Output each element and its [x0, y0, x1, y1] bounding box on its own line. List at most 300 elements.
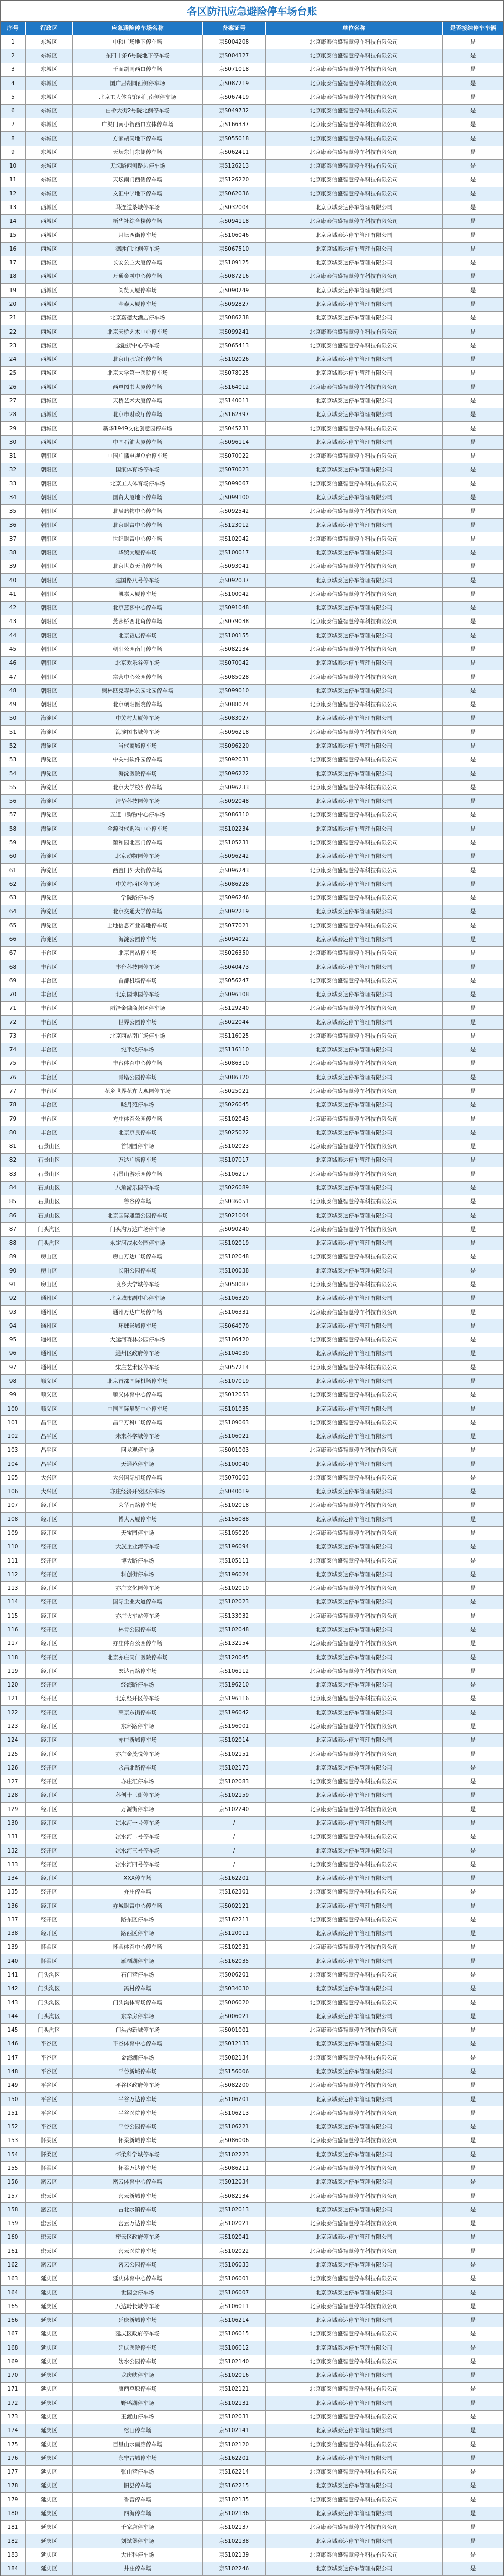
cell-name: 宛平城停车场	[73, 1043, 203, 1057]
cell-accepts: 是	[443, 933, 503, 947]
cell-index: 177	[1, 2466, 26, 2479]
table-row	[1, 312, 503, 325]
cell-company: 北京康泰信盛智慧停车科技有限公司	[266, 1361, 443, 1374]
cell-company: 北京康泰信盛智慧停车科技有限公司	[266, 1637, 443, 1651]
table-row	[1, 1182, 503, 1195]
cell-accepts: 是	[443, 2314, 503, 2327]
cell-license: 京S129240	[203, 1002, 266, 1016]
table-row	[1, 1430, 503, 1444]
cell-name: 大兴国际机场停车场	[73, 1472, 203, 1485]
cell-district: 经开区	[26, 1706, 73, 1720]
cell-license: 京S070022	[203, 450, 266, 463]
cell-license: 京S096220	[203, 740, 266, 753]
cell-index: 15	[1, 229, 26, 242]
cell-company: 北京康泰信盛智慧停车科技有限公司	[266, 1527, 443, 1540]
cell-license: 京S102138	[203, 2534, 266, 2548]
cell-district: 延庆区	[26, 2327, 73, 2341]
cell-district: 延庆区	[26, 2314, 73, 2327]
cell-company: 北京京城泰达停车管理有限公司	[266, 2148, 443, 2161]
cell-index: 173	[1, 2411, 26, 2424]
cell-district: 朝阳区	[26, 491, 73, 505]
cell-index: 101	[1, 1416, 26, 1430]
cell-district: 朝阳区	[26, 546, 73, 560]
cell-index: 167	[1, 2327, 26, 2341]
table-row	[1, 491, 503, 505]
cell-index: 122	[1, 1706, 26, 1720]
header-cell-accepts: 是否接纳停车车辆	[443, 22, 503, 35]
cell-district: 延庆区	[26, 2300, 73, 2313]
cell-license: 京S106001	[203, 2272, 266, 2286]
cell-name: 北京工人体育场停车场	[73, 477, 203, 491]
cell-district: 延庆区	[26, 2521, 73, 2534]
cell-license: 京S102022	[203, 2244, 266, 2258]
cell-index: 29	[1, 422, 26, 436]
cell-license: 京S102019	[203, 1237, 266, 1250]
table-row	[1, 160, 503, 173]
cell-accepts: 是	[443, 850, 503, 864]
cell-index: 20	[1, 298, 26, 312]
cell-accepts: 是	[443, 1043, 503, 1057]
cell-license: 京S106420	[203, 1333, 266, 1347]
table-row	[1, 864, 503, 877]
cell-index: 58	[1, 822, 26, 836]
cell-name: 延庆新城停车场	[73, 2314, 203, 2327]
cell-company: 北京康泰信盛智慧停车科技有限公司	[266, 2548, 443, 2562]
cell-district: 怀柔区	[26, 1954, 73, 1968]
cell-district: 延庆区	[26, 2548, 73, 2562]
cell-index: 60	[1, 850, 26, 864]
cell-company: 北京京城泰达停车管理有限公司	[266, 2452, 443, 2466]
cell-index: 55	[1, 781, 26, 794]
cell-company: 北京京城泰达停车管理有限公司	[266, 1817, 443, 1830]
cell-index: 66	[1, 933, 26, 947]
cell-index: 44	[1, 629, 26, 643]
cell-index: 34	[1, 491, 26, 505]
table-row	[1, 1609, 503, 1623]
cell-index: 97	[1, 1361, 26, 1374]
cell-accepts: 是	[443, 1167, 503, 1181]
cell-license: 京S164012	[203, 380, 266, 394]
cell-accepts: 是	[443, 2120, 503, 2134]
cell-license: 京S102137	[203, 2521, 266, 2534]
cell-company: 北京康泰信盛智慧停车科技有限公司	[266, 1002, 443, 1016]
cell-accepts: 是	[443, 477, 503, 491]
cell-index: 1	[1, 35, 26, 49]
cell-district: 朝阳区	[26, 588, 73, 602]
cell-name: 阅览大厦停车场	[73, 284, 203, 297]
cell-district: 房山区	[26, 1278, 73, 1292]
cell-index: 24	[1, 353, 26, 367]
cell-district: 经开区	[26, 1540, 73, 1554]
cell-name: 海淀医院停车场	[73, 767, 203, 781]
cell-district: 朝阳区	[26, 629, 73, 643]
cell-accepts: 是	[443, 1195, 503, 1209]
cell-accepts: 是	[443, 740, 503, 753]
cell-accepts: 是	[443, 1002, 503, 1016]
table-row	[1, 1527, 503, 1540]
cell-name: 万达广场停车场	[73, 1154, 203, 1167]
table-row	[1, 2452, 503, 2466]
cell-index: 74	[1, 1043, 26, 1057]
table-row	[1, 2231, 503, 2244]
cell-license: 京S012034	[203, 2176, 266, 2189]
table-row	[1, 2383, 503, 2396]
cell-accepts: 是	[443, 1333, 503, 1347]
cell-company: 北京康泰信盛智慧停车科技有限公司	[266, 2466, 443, 2479]
cell-index: 42	[1, 602, 26, 615]
cell-license: 京S162214	[203, 2466, 266, 2479]
cell-license: 京S109063	[203, 1416, 266, 1430]
cell-license: 京S004208	[203, 35, 266, 49]
table-row	[1, 1568, 503, 1582]
cell-district: 石景山区	[26, 1209, 73, 1223]
cell-company: 北京京城泰达停车管理有限公司	[266, 463, 443, 477]
cell-company: 北京康泰信盛智慧停车科技有限公司	[266, 1996, 443, 2010]
table-row	[1, 1278, 503, 1292]
cell-company: 北京康泰信盛智慧停车科技有限公司	[266, 1554, 443, 1568]
cell-district: 通州区	[26, 1361, 73, 1374]
cell-company: 北京京城泰达停车管理有限公司	[266, 1761, 443, 1775]
cell-company: 北京康泰信盛智慧停车科技有限公司	[266, 1112, 443, 1126]
table-row	[1, 256, 503, 270]
cell-license: 京S070023	[203, 463, 266, 477]
cell-company: 北京京城泰达停车管理有限公司	[266, 2259, 443, 2272]
cell-name: 天坛南门西侧停车场	[73, 173, 203, 187]
cell-company: 北京京城泰达停车管理有限公司	[266, 740, 443, 753]
cell-district: 丰台区	[26, 1002, 73, 1016]
cell-company: 北京康泰信盛智慧停车科技有限公司	[266, 2355, 443, 2369]
cell-index: 8	[1, 132, 26, 146]
cell-district: 经开区	[26, 1651, 73, 1664]
cell-accepts: 是	[443, 1223, 503, 1236]
cell-district: 怀柔区	[26, 1941, 73, 1954]
cell-accepts: 是	[443, 1886, 503, 1899]
table-header-row	[1, 22, 503, 35]
cell-company: 北京康泰信盛智慧停车科技有限公司	[266, 2024, 443, 2037]
cell-license: 京S196024	[203, 1568, 266, 1582]
cell-license: 京S082200	[203, 2079, 266, 2093]
cell-license: 京S196094	[203, 1540, 266, 1554]
table-row	[1, 1886, 503, 1899]
cell-accepts: 是	[443, 2369, 503, 2383]
cell-accepts: 是	[443, 2466, 503, 2479]
cell-index: 6	[1, 105, 26, 118]
cell-index: 43	[1, 615, 26, 629]
cell-accepts: 是	[443, 726, 503, 739]
cell-accepts: 是	[443, 2079, 503, 2093]
cell-index: 102	[1, 1430, 26, 1444]
table-row	[1, 850, 503, 864]
table-row	[1, 2120, 503, 2134]
cell-license: 京S092827	[203, 298, 266, 312]
cell-license: 京S106201	[203, 2093, 266, 2106]
table-row	[1, 1485, 503, 1499]
cell-license: 京S105020	[203, 1527, 266, 1540]
cell-company: 北京康泰信盛智慧停车科技有限公司	[266, 1747, 443, 1761]
cell-name: 密云公园停车场	[73, 2259, 203, 2272]
cell-accepts: 是	[443, 877, 503, 891]
cell-accepts: 是	[443, 698, 503, 712]
cell-index: 116	[1, 1623, 26, 1637]
cell-district: 丰台区	[26, 1126, 73, 1140]
cell-company: 北京康泰信盛智慧停车科技有限公司	[266, 698, 443, 712]
table-row	[1, 2148, 503, 2161]
cell-district: 海淀区	[26, 726, 73, 739]
cell-name: 石景山游乐园停车场	[73, 1167, 203, 1181]
cell-index: 169	[1, 2355, 26, 2369]
cell-name: 雁栖湖停车场	[73, 1954, 203, 1968]
cell-name: 林肯公园停车场	[73, 1623, 203, 1637]
table-row	[1, 519, 503, 532]
cell-license: 京S022044	[203, 1016, 266, 1029]
cell-license: 京S012133	[203, 2037, 266, 2051]
cell-accepts: 是	[443, 1444, 503, 1457]
cell-license: 京S162035	[203, 1954, 266, 1968]
cell-accepts: 是	[443, 491, 503, 505]
table-row	[1, 298, 503, 312]
cell-index: 147	[1, 2051, 26, 2065]
cell-accepts: 是	[443, 1982, 503, 1996]
cell-index: 161	[1, 2244, 26, 2258]
cell-district: 经开区	[26, 1692, 73, 1706]
cell-accepts: 是	[443, 712, 503, 726]
cell-name: 金源时代购物中心停车场	[73, 822, 203, 836]
cell-license: 京S102141	[203, 2424, 266, 2438]
cell-accepts: 是	[443, 35, 503, 49]
table-row	[1, 2369, 503, 2383]
cell-license: 京S106015	[203, 2327, 266, 2341]
cell-company: 北京京城泰达停车管理有限公司	[266, 933, 443, 947]
cell-company: 北京康泰信盛智慧停车科技有限公司	[266, 1692, 443, 1706]
cell-company: 北京京城泰达停车管理有限公司	[266, 1126, 443, 1140]
cell-company: 北京康泰信盛智慧停车科技有限公司	[266, 2411, 443, 2424]
cell-company: 北京康泰信盛智慧停车科技有限公司	[266, 380, 443, 394]
cell-license: 京S100038	[203, 1264, 266, 1278]
cell-district: 石景山区	[26, 1182, 73, 1195]
cell-name: 丰台科技园停车场	[73, 960, 203, 974]
table-row	[1, 1292, 503, 1306]
cell-district: 门头沟区	[26, 1237, 73, 1250]
cell-license: 京S102031	[203, 2411, 266, 2424]
table-row	[1, 1223, 503, 1236]
cell-company: 北京京城泰达停车管理有限公司	[266, 1402, 443, 1416]
cell-district: 丰台区	[26, 1043, 73, 1057]
cell-district: 朝阳区	[26, 477, 73, 491]
cell-license: 京S196042	[203, 1706, 266, 1720]
cell-company: 北京京城泰达停车管理有限公司	[266, 229, 443, 242]
cell-company: 北京京城泰达停车管理有限公司	[266, 1375, 443, 1389]
cell-index: 28	[1, 408, 26, 422]
cell-index: 31	[1, 450, 26, 463]
table-row	[1, 1679, 503, 1692]
cell-accepts: 是	[443, 1582, 503, 1596]
cell-accepts: 是	[443, 2189, 503, 2203]
table-row	[1, 1306, 503, 1319]
cell-name: 房山万达广场停车场	[73, 1250, 203, 1264]
cell-district: 西城区	[26, 215, 73, 229]
table-row	[1, 1734, 503, 1747]
table-row	[1, 2217, 503, 2231]
cell-license: 京S102240	[203, 1803, 266, 1816]
cell-name: 经海路停车场	[73, 1679, 203, 1692]
cell-district: 西城区	[26, 408, 73, 422]
cell-accepts: 是	[443, 2383, 503, 2396]
cell-index: 130	[1, 1817, 26, 1830]
cell-company: 北京康泰信盛智慧停车科技有限公司	[266, 450, 443, 463]
cell-index: 159	[1, 2217, 26, 2231]
cell-license: 京S034030	[203, 1982, 266, 1996]
table-row	[1, 1375, 503, 1389]
table-row	[1, 657, 503, 670]
cell-name: 亦庄体育公园停车场	[73, 1637, 203, 1651]
cell-index: 175	[1, 2438, 26, 2451]
cell-company: 北京京城泰达停车管理有限公司	[266, 2479, 443, 2493]
cell-company: 北京康泰信盛智慧停车科技有限公司	[266, 1775, 443, 1789]
cell-name: 永定河滨水公园停车场	[73, 1237, 203, 1250]
table-row	[1, 2259, 503, 2272]
table-row	[1, 201, 503, 215]
cell-index: 81	[1, 1140, 26, 1154]
cell-index: 106	[1, 1485, 26, 1499]
cell-company: 北京京城泰达停车管理有限公司	[266, 1071, 443, 1084]
table-row	[1, 1057, 503, 1071]
cell-name: 世界公园停车场	[73, 1016, 203, 1029]
cell-district: 经开区	[26, 1789, 73, 1803]
cell-district: 大兴区	[26, 1485, 73, 1499]
cell-accepts: 是	[443, 988, 503, 1002]
cell-company: 北京京城泰达停车管理有限公司	[266, 1264, 443, 1278]
cell-index: 117	[1, 1637, 26, 1651]
cell-company: 北京京城泰达停车管理有限公司	[266, 767, 443, 781]
cell-name: 北京天桥艺术中心停车场	[73, 325, 203, 339]
table-row	[1, 2176, 503, 2189]
table-row	[1, 1154, 503, 1167]
cell-license: 京S092031	[203, 753, 266, 767]
cell-license: 京S102140	[203, 2355, 266, 2369]
cell-company: 北京康泰信盛智慧停车科技有限公司	[266, 63, 443, 77]
cell-license: 京S077021	[203, 919, 266, 933]
cell-company: 北京京城泰达停车管理有限公司	[266, 1430, 443, 1444]
cell-accepts: 是	[443, 1651, 503, 1664]
table-row	[1, 988, 503, 1002]
cell-name: 晓月苑停车场	[73, 1099, 203, 1112]
cell-license: 京S057214	[203, 1361, 266, 1374]
table-row	[1, 2562, 503, 2576]
cell-name: 亦庄汇停车场	[73, 1775, 203, 1789]
cell-name: 四海停车场	[73, 2507, 203, 2521]
cell-name: 新华1949文化创意园停车场	[73, 422, 203, 436]
cell-license: 京S086310	[203, 809, 266, 822]
cell-license: 京S086006	[203, 2134, 266, 2148]
cell-district: 朝阳区	[26, 560, 73, 574]
cell-accepts: 是	[443, 1747, 503, 1761]
cell-accepts: 是	[443, 2148, 503, 2161]
cell-accepts: 是	[443, 2300, 503, 2313]
cell-license: 京S096243	[203, 864, 266, 877]
cell-accepts: 是	[443, 822, 503, 836]
cell-district: 经开区	[26, 1872, 73, 1886]
table-row	[1, 643, 503, 657]
cell-district: 经开区	[26, 1637, 73, 1651]
cell-accepts: 是	[443, 187, 503, 201]
cell-license: 京S058087	[203, 1278, 266, 1292]
cell-accepts: 是	[443, 1237, 503, 1250]
table-row	[1, 1706, 503, 1720]
cell-district: 朝阳区	[26, 643, 73, 657]
cell-company: 北京康泰信盛智慧停车科技有限公司	[266, 2162, 443, 2176]
cell-company: 北京康泰信盛智慧停车科技有限公司	[266, 588, 443, 602]
cell-name: 西单图书大厦停车场	[73, 380, 203, 394]
cell-name: 回龙观停车场	[73, 1444, 203, 1457]
cell-index: 70	[1, 988, 26, 1002]
cell-name: 凉水河二号停车场	[73, 1830, 203, 1844]
cell-license: 京S156088	[203, 1513, 266, 1526]
cell-district: 密云区	[26, 2203, 73, 2217]
cell-name: 五道口购物中心停车场	[73, 809, 203, 822]
cell-name: 延庆区政府停车场	[73, 2327, 203, 2341]
cell-license: 京S102048	[203, 1623, 266, 1637]
cell-company: 北京京城泰达停车管理有限公司	[266, 408, 443, 422]
table-row	[1, 740, 503, 753]
cell-accepts: 是	[443, 298, 503, 312]
cell-company: 北京京城泰达停车管理有限公司	[266, 2507, 443, 2521]
cell-license: 京S102023	[203, 1140, 266, 1154]
cell-name: 马连道茶城停车场	[73, 201, 203, 215]
cell-license: 京S106033	[203, 2259, 266, 2272]
table-row	[1, 2134, 503, 2148]
cell-license: 京S091048	[203, 602, 266, 615]
table-row	[1, 2355, 503, 2369]
cell-accepts: 是	[443, 160, 503, 173]
cell-license: 京S096242	[203, 850, 266, 864]
cell-company: 北京康泰信盛智慧停车科技有限公司	[266, 1830, 443, 1844]
cell-name: 北京西站南广场停车场	[73, 1030, 203, 1043]
cell-name: 首钢园停车场	[73, 1140, 203, 1154]
cell-index: 127	[1, 1775, 26, 1789]
cell-name: 金融街中心停车场	[73, 339, 203, 353]
cell-district: 通州区	[26, 1292, 73, 1306]
cell-name: 首都机场停车场	[73, 974, 203, 988]
cell-accepts: 是	[443, 1389, 503, 1402]
cell-index: 151	[1, 2106, 26, 2120]
table-row	[1, 1582, 503, 1596]
cell-index: 85	[1, 1195, 26, 1209]
cell-district: 通州区	[26, 1333, 73, 1347]
cell-index: 114	[1, 1596, 26, 1609]
cell-name: 密云万达停车场	[73, 2217, 203, 2231]
cell-accepts: 是	[443, 1264, 503, 1278]
cell-name: 旧县停车场	[73, 2479, 203, 2493]
table-row	[1, 2065, 503, 2079]
table-row	[1, 422, 503, 436]
cell-license: 京S162215	[203, 2479, 266, 2493]
cell-license: 京S078025	[203, 367, 266, 380]
cell-name: 天坛东门东侧停车场	[73, 146, 203, 160]
cell-district: 朝阳区	[26, 602, 73, 615]
cell-name: 良乡大学城停车场	[73, 1278, 203, 1292]
cell-index: 119	[1, 1664, 26, 1678]
cell-index: 51	[1, 726, 26, 739]
cell-license: 京S055018	[203, 132, 266, 146]
table-row	[1, 90, 503, 104]
cell-index: 41	[1, 588, 26, 602]
cell-district: 怀柔区	[26, 2134, 73, 2148]
table-row	[1, 726, 503, 739]
cell-license: /	[203, 1858, 266, 1871]
cell-index: 77	[1, 1085, 26, 1099]
cell-name: 东四十条6号院地下停车场	[73, 49, 203, 63]
cell-district: 丰台区	[26, 1030, 73, 1043]
